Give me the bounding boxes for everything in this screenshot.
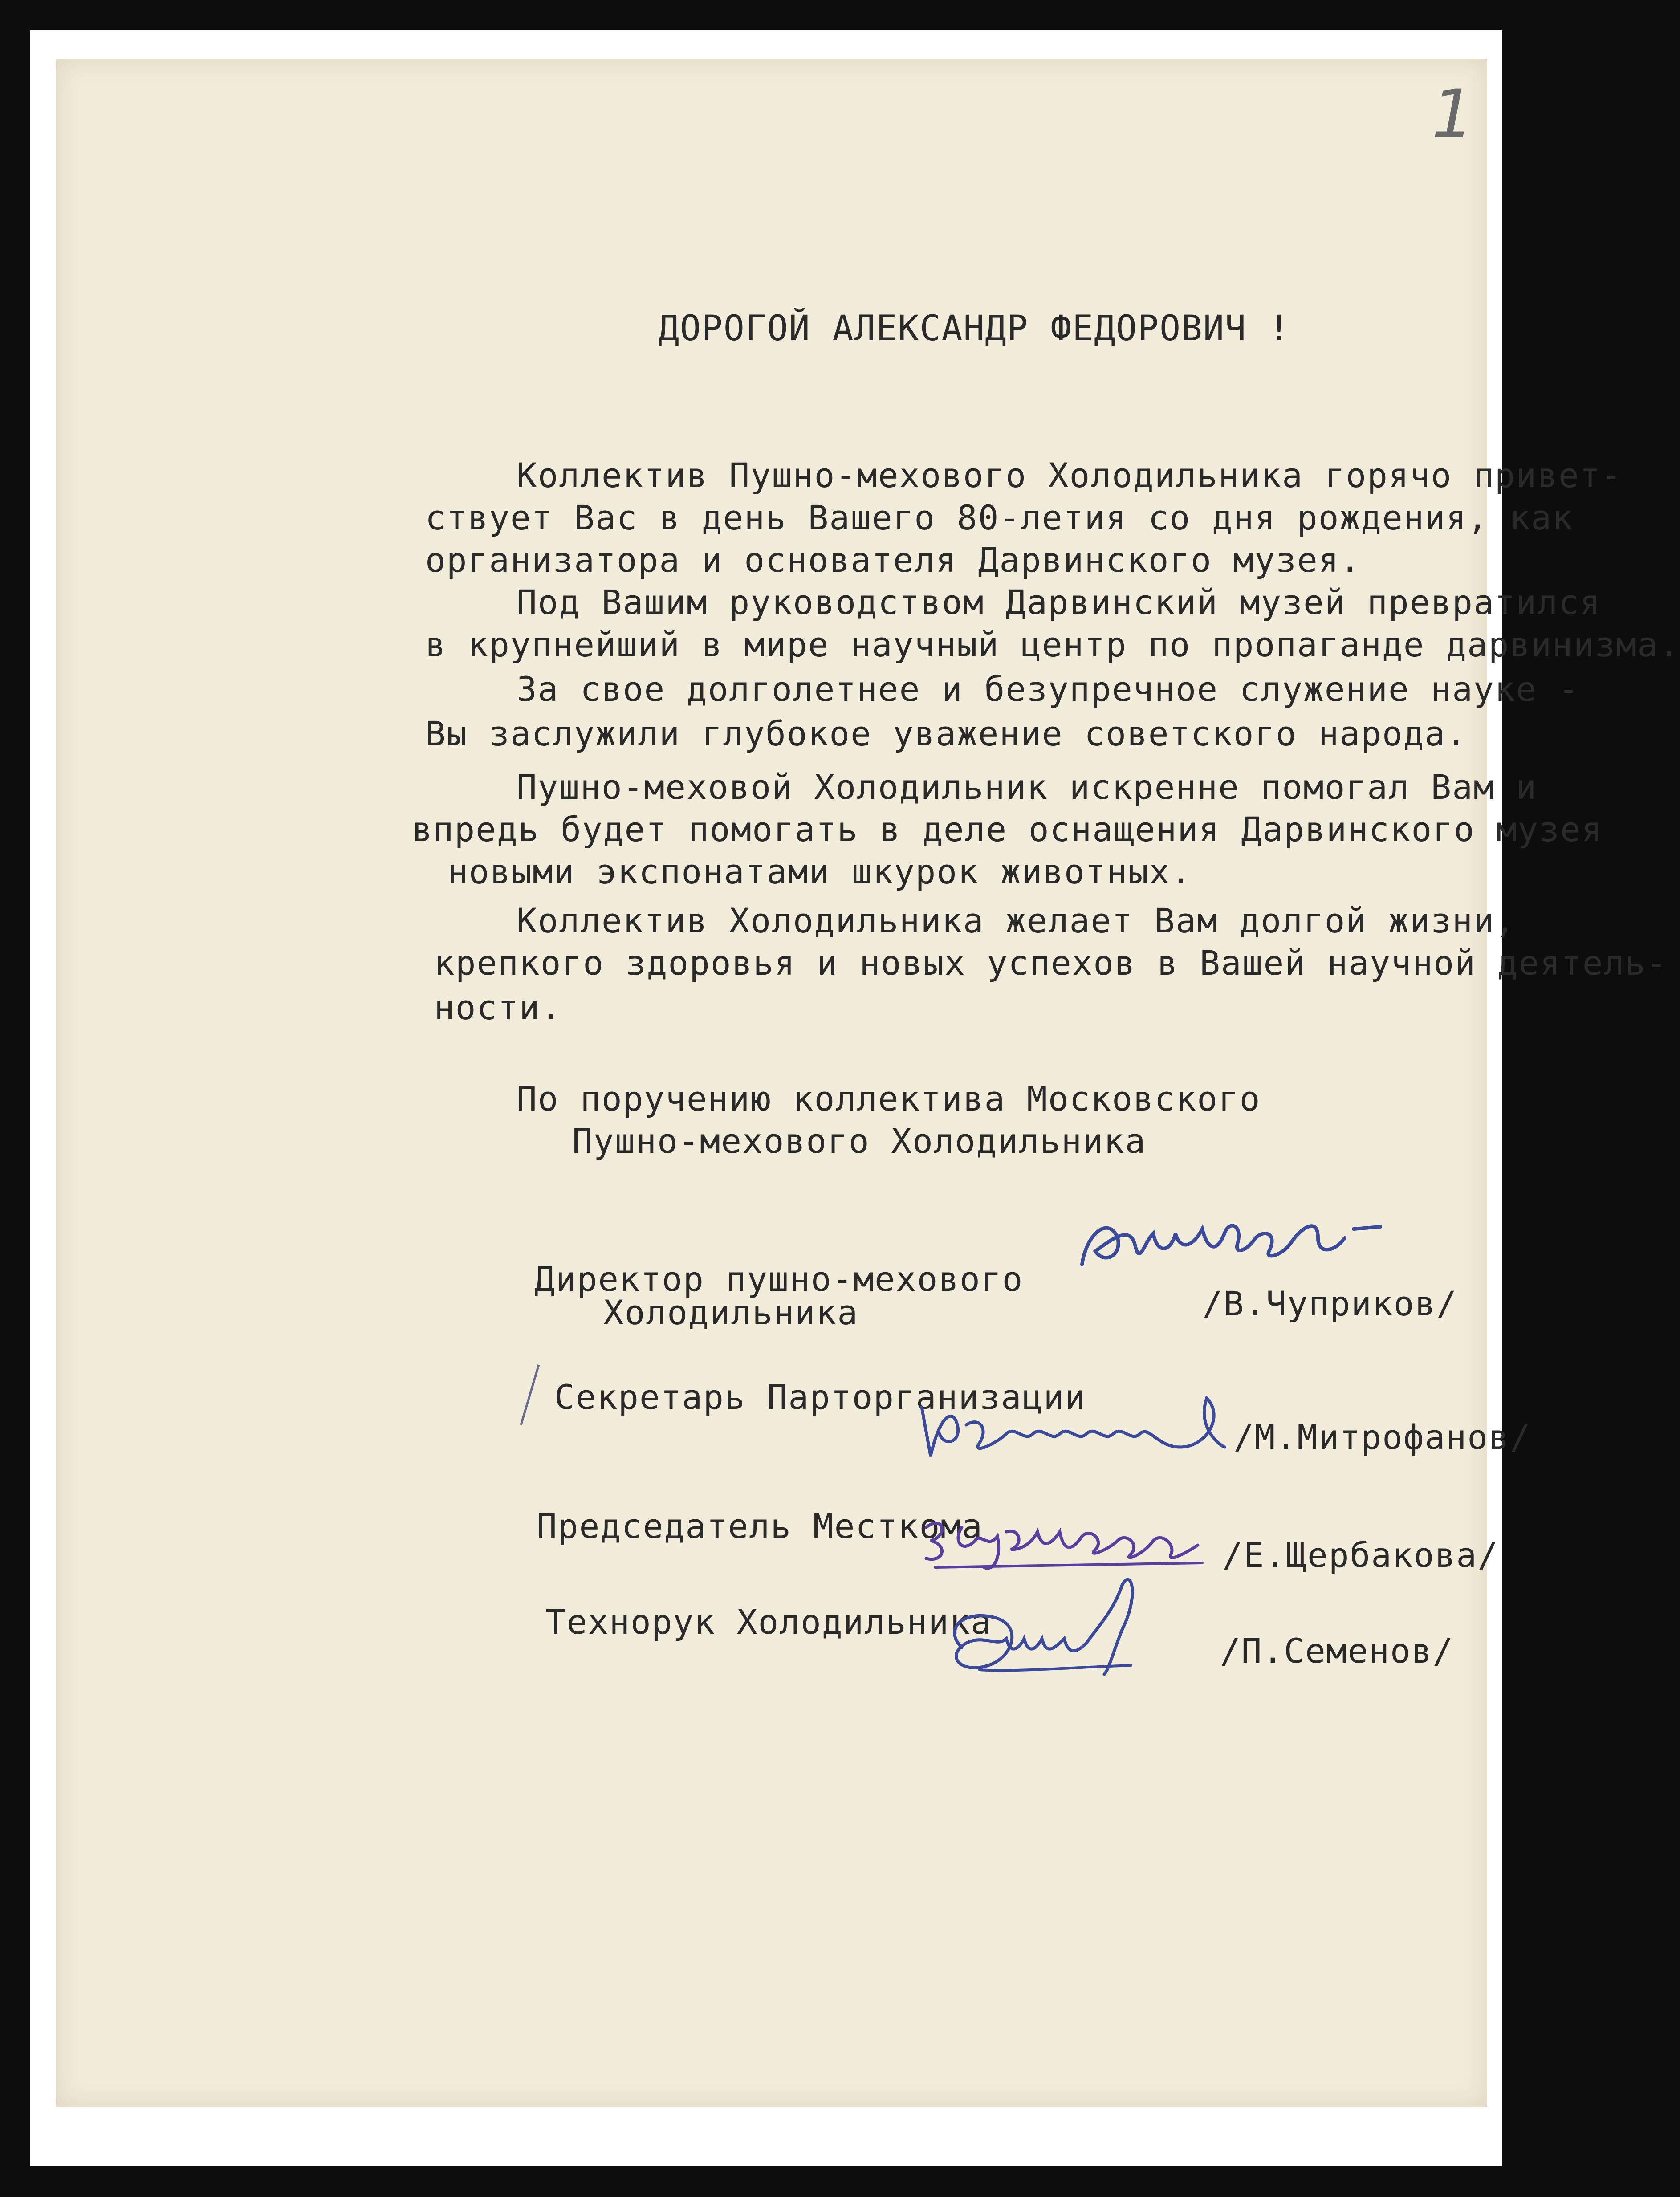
closing-line: По поручению коллектива Московского <box>517 1079 1261 1119</box>
signature-semenov <box>935 1558 1167 1692</box>
body-line: ствует Вас в день Вашего 80-летия со дня рождения, как <box>425 498 1574 537</box>
body-line: ности. <box>434 988 562 1027</box>
body-line: новыми экспонатами шкурок животных. <box>447 852 1192 891</box>
body-line: в крупнейший в мире научный центр по пропаганде дарвинизма. <box>425 625 1680 664</box>
signature-mitrofanov <box>913 1389 1233 1469</box>
signatory-name: /В.Чуприков/ <box>1202 1284 1458 1323</box>
signatory-name: /Е.Щербакова/ <box>1222 1535 1499 1575</box>
body-line: Коллектив Пушно-мехового Холодильника горячо привет- <box>517 456 1623 495</box>
closing-line: Пушно-мехового Холодильника <box>572 1121 1147 1161</box>
body-line: За свое долголетнее и безупречное служение науке - <box>517 669 1580 709</box>
body-line: впредь будет помогать в деле оснащения Дарвинского музея <box>412 810 1603 849</box>
signature-chuprikov <box>1069 1184 1389 1287</box>
signatory-title: Технорук Холодильника <box>545 1602 992 1642</box>
pencil-stroke-mark <box>517 1363 543 1429</box>
body-line: крепкого здоровья и новых успехов в Вашей научной деятель- <box>434 943 1668 983</box>
body-line: Вы заслужили глубокое уважение советского народа. <box>425 714 1468 753</box>
body-line: Пушно-меховой Холодильник искренне помогал Вам и <box>517 767 1538 807</box>
salutation: ДОРОГОЙ АЛЕКСАНДР ФЕДОРОВИЧ ! <box>658 309 1290 349</box>
page-number: 1 <box>1432 76 1474 153</box>
body-line: Под Вашим руководством Дарвинский музей превратился <box>517 582 1601 622</box>
signatory-name: /П.Семенов/ <box>1220 1631 1454 1671</box>
signatory-title: Председатель Месткома <box>537 1506 983 1546</box>
signatory-title: Директор пушно-мехового <box>534 1259 1024 1299</box>
signatory-title: Секретарь Парторганизации <box>554 1377 1086 1417</box>
signatory-title: Холодильника <box>603 1293 859 1332</box>
body-line: Коллектив Холодильника желает Вам долгой жизни, <box>517 901 1516 940</box>
body-line: организатора и основателя Дарвинского музея. <box>425 540 1361 580</box>
signatory-name: /М.Митрофанов/ <box>1233 1417 1531 1457</box>
